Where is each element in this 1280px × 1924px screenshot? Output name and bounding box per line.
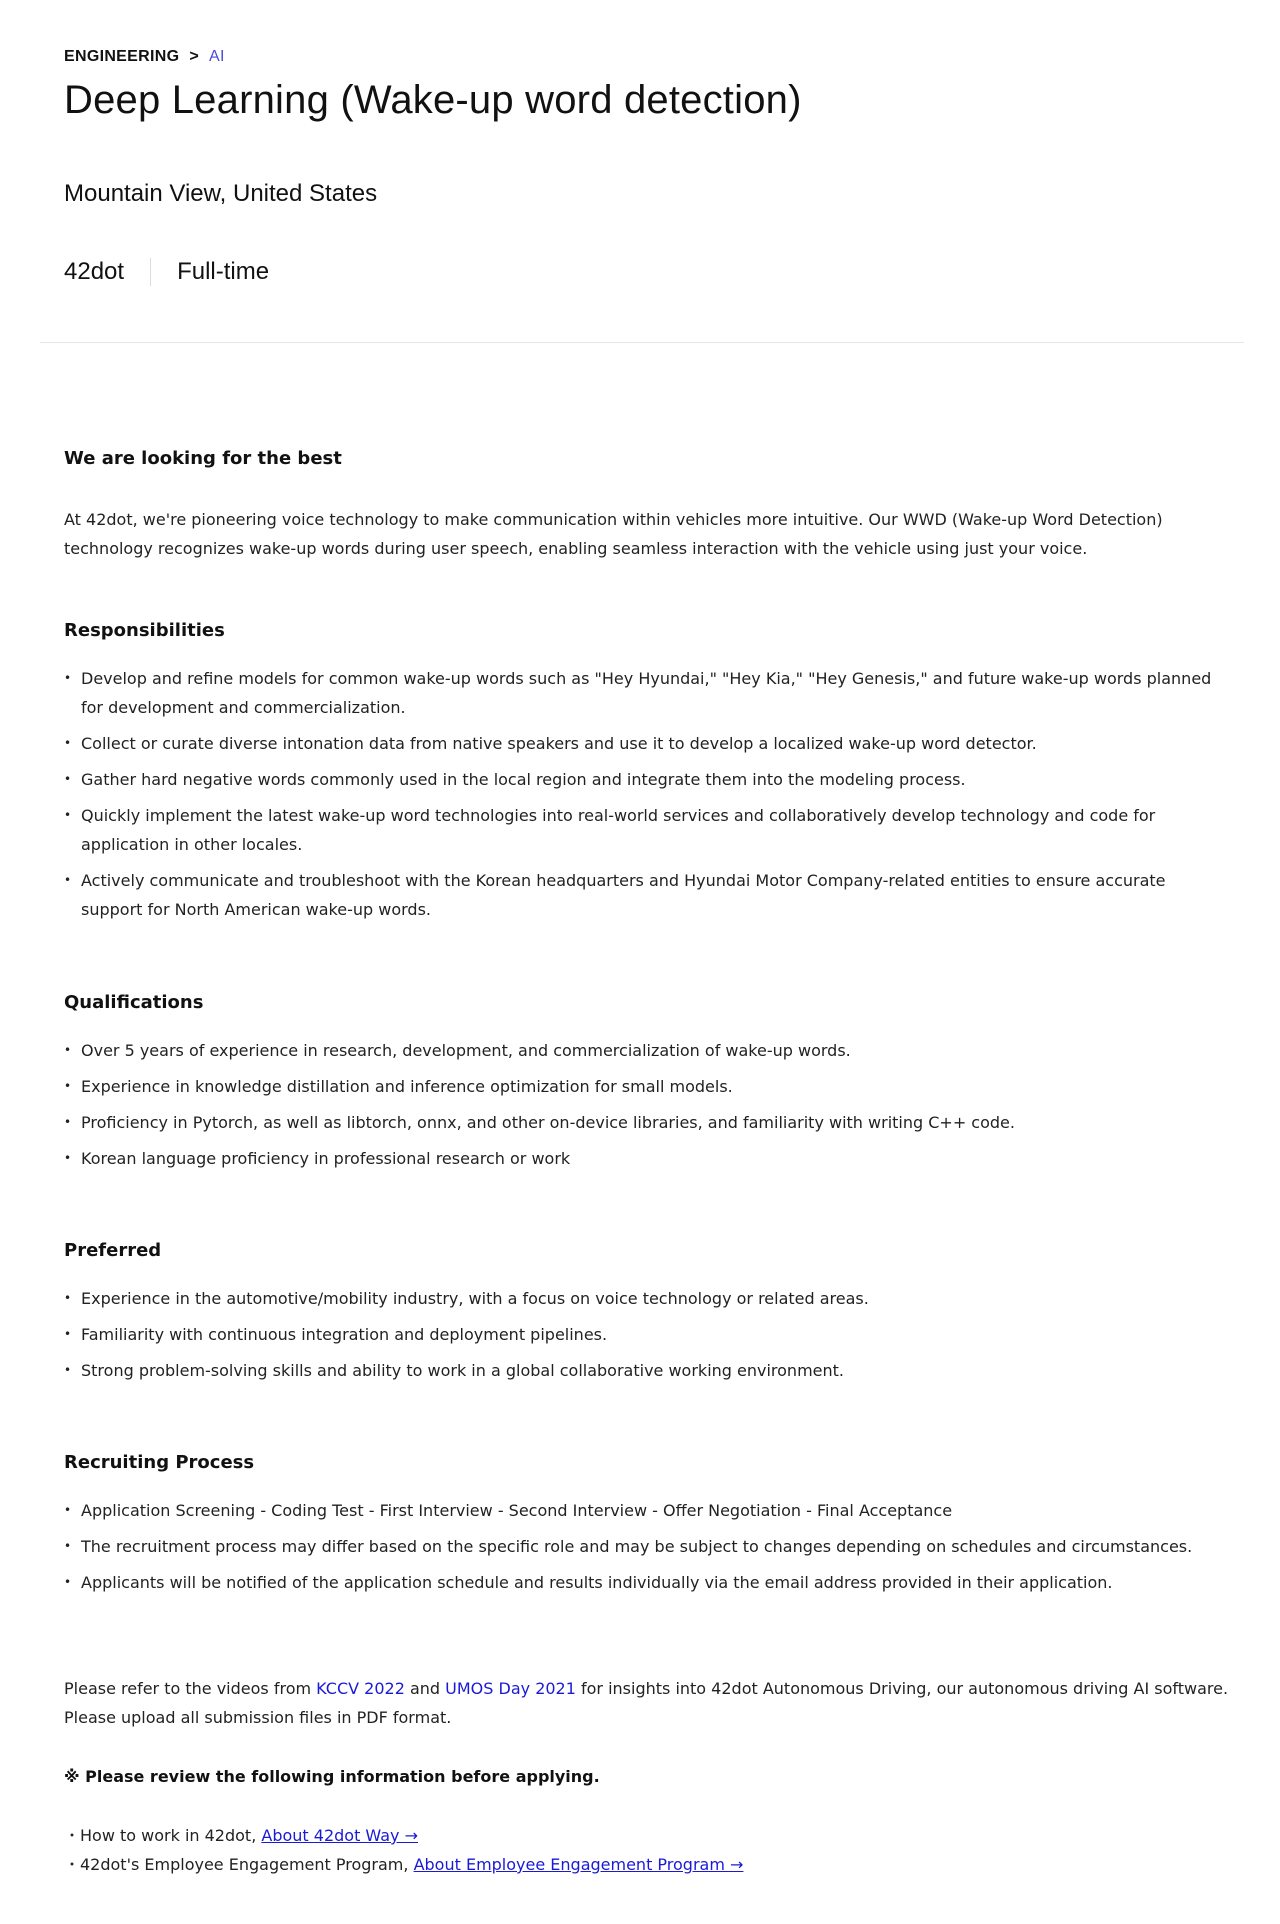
list-item: • Collect or curate diverse intonation data from native speakers and use it to develop a localized wake-up word detector. bbox=[64, 729, 1214, 758]
preferred-list bbox=[64, 1284, 1214, 1392]
company-name: 42dot bbox=[64, 258, 125, 285]
videos-middle: and bbox=[404, 1679, 446, 1698]
list-item: • Application Screening - Coding Test - First Interview - Second Interview - Offer Negotiation - Final Acceptance bbox=[64, 1496, 1214, 1525]
list-item: • Quickly implement the latest wake-up word technologies into real-world services and collaboratively develop technology and code for application in other locales. bbox=[64, 801, 1214, 859]
notice-title: ※ Please review the following information before applying. bbox=[64, 1767, 600, 1786]
intro-text: At 42dot, we're pioneering voice technology to make communication within vehicles more intuitive. Our WWD (Wake-up Word Detection) technology recognizes wake-up words during user speech, enabling seamless interaction with the vehicle using just your voice. bbox=[64, 510, 1163, 558]
breadcrumb-engineering[interactable]: ENGINEERING bbox=[64, 48, 180, 65]
list-item: • Develop and refine models for common wake-up words such as "Hey Hyundai," "Hey Kia," "Hey Genesis," and future wake-up words planned for development and commercialization. bbox=[64, 664, 1214, 722]
pdf-note: Please upload all submission files in PDF format. bbox=[64, 1708, 452, 1727]
page-title: Deep Learning (Wake-up word detection) bbox=[64, 78, 802, 122]
intro-heading: We are looking for the best bbox=[64, 448, 342, 469]
breadcrumb-separator: > bbox=[189, 48, 199, 65]
kccv-2022-link[interactable]: KCCV 2022 bbox=[316, 1679, 405, 1698]
notice-line-engagement-prefix: ・42dot's Employee Engagement Program, bbox=[64, 1855, 414, 1874]
job-meta bbox=[64, 258, 269, 286]
job-location: Mountain View, United States bbox=[64, 180, 378, 207]
list-item: • Over 5 years of experience in research, development, and commercialization of wake-up words. bbox=[64, 1036, 1214, 1065]
about-42dot-way-link[interactable]: About 42dot Way → bbox=[261, 1826, 418, 1845]
list-item: • Proficiency in Pytorch, as well as libtorch, onnx, and other on-device libraries, and familiarity with writing C++ code. bbox=[64, 1108, 1214, 1137]
list-item: • Korean language proficiency in professional research or work bbox=[64, 1144, 1214, 1173]
breadcrumb-ai[interactable]: AI bbox=[208, 48, 225, 65]
qualifications-list bbox=[64, 1036, 1214, 1180]
list-item: • Actively communicate and troubleshoot with the Korean headquarters and Hyundai Motor Company-related entities to ensure accurate support for North American wake-up words. bbox=[64, 866, 1214, 924]
responsibilities-heading: Responsibilities bbox=[64, 620, 225, 641]
preferred-heading: Preferred bbox=[64, 1240, 162, 1261]
responsibilities-list bbox=[64, 664, 1214, 931]
breadcrumb bbox=[64, 48, 225, 66]
recruiting-process-heading: Recruiting Process bbox=[64, 1452, 255, 1473]
list-item: • Experience in the automotive/mobility industry, with a focus on voice technology or related areas. bbox=[64, 1284, 1214, 1313]
list-item: • Gather hard negative words commonly used in the local region and integrate them into the modeling process. bbox=[64, 765, 1214, 794]
qualifications-heading: Qualifications bbox=[64, 992, 204, 1013]
notice-line-engagement bbox=[64, 1850, 743, 1879]
videos-suffix: for insights into 42dot Autonomous Driving, our autonomous driving AI software. bbox=[575, 1679, 1229, 1698]
videos-prefix: Please refer to the videos from bbox=[64, 1679, 317, 1698]
list-item: • Experience in knowledge distillation and inference optimization for small models. bbox=[64, 1072, 1214, 1101]
meta-divider bbox=[150, 258, 151, 286]
videos-text bbox=[64, 1674, 1228, 1703]
list-item: • Familiarity with continuous integration and deployment pipelines. bbox=[64, 1320, 1214, 1349]
about-employee-engagement-link[interactable]: About Employee Engagement Program → bbox=[413, 1855, 744, 1874]
list-item: • The recruitment process may differ based on the specific role and may be subject to changes depending on schedules and circumstances. bbox=[64, 1532, 1214, 1561]
list-item: • Applicants will be notified of the application schedule and results individually via the email address provided in their application. bbox=[64, 1568, 1214, 1597]
list-item: • Strong problem-solving skills and ability to work in a global collaborative working environment. bbox=[64, 1356, 1214, 1385]
header-divider bbox=[40, 342, 1244, 343]
employment-type: Full-time bbox=[177, 258, 270, 285]
notice-line-way bbox=[64, 1821, 418, 1850]
notice-line-way-prefix: ・How to work in 42dot, bbox=[64, 1826, 262, 1845]
recruiting-process-list bbox=[64, 1496, 1214, 1604]
umos-day-2021-link[interactable]: UMOS Day 2021 bbox=[445, 1679, 576, 1698]
